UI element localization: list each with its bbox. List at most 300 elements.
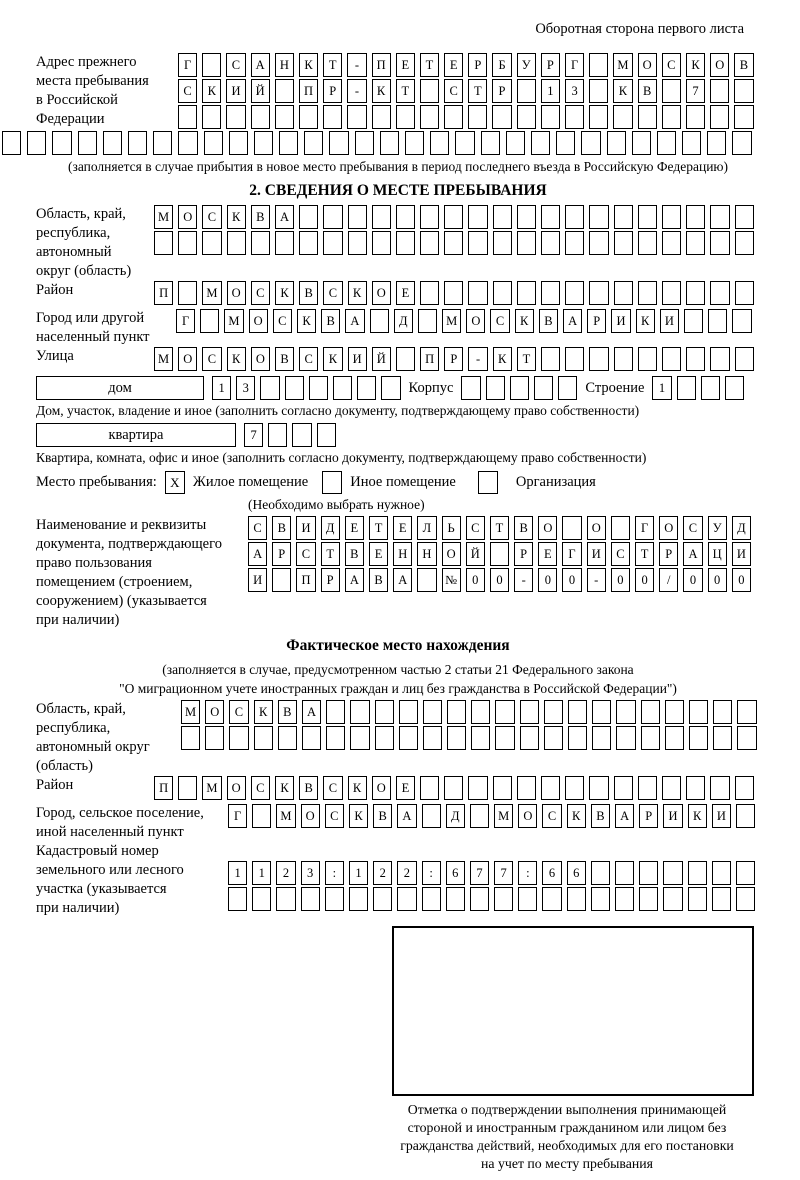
char-box[interactable] <box>735 205 754 229</box>
char-box[interactable] <box>468 281 487 305</box>
char-box[interactable] <box>638 231 657 255</box>
char-box[interactable]: - <box>347 53 366 77</box>
char-box[interactable]: О <box>178 205 197 229</box>
char-box[interactable] <box>468 776 487 800</box>
char-box[interactable] <box>710 776 729 800</box>
char-box[interactable] <box>447 726 466 750</box>
char-box[interactable] <box>418 309 437 333</box>
char-box[interactable] <box>614 281 633 305</box>
char-box[interactable]: Г <box>562 542 581 566</box>
char-box[interactable]: О <box>466 309 485 333</box>
char-box[interactable] <box>52 131 71 155</box>
char-box[interactable] <box>736 887 755 911</box>
char-box[interactable]: К <box>348 776 367 800</box>
char-box[interactable]: 3 <box>301 861 320 885</box>
char-box[interactable]: 1 <box>212 376 231 400</box>
char-box[interactable]: О <box>251 347 270 371</box>
char-box[interactable]: № <box>442 568 461 592</box>
organization-checkbox[interactable] <box>478 471 498 494</box>
char-box[interactable] <box>607 131 626 155</box>
char-box[interactable]: Т <box>517 347 536 371</box>
char-box[interactable] <box>506 131 525 155</box>
char-box[interactable] <box>662 776 681 800</box>
char-box[interactable] <box>304 131 323 155</box>
char-box[interactable] <box>396 347 415 371</box>
char-box[interactable]: К <box>275 281 294 305</box>
char-box[interactable] <box>684 309 703 333</box>
char-box[interactable]: И <box>248 568 267 592</box>
char-box[interactable]: М <box>154 347 173 371</box>
char-box[interactable] <box>326 726 345 750</box>
char-box[interactable]: В <box>373 804 392 828</box>
char-box[interactable]: А <box>615 804 634 828</box>
char-box[interactable] <box>372 105 391 129</box>
char-box[interactable]: М <box>202 281 221 305</box>
char-box[interactable] <box>710 231 729 255</box>
char-box[interactable]: Й <box>466 542 485 566</box>
char-box[interactable]: Р <box>659 542 678 566</box>
char-box[interactable]: Р <box>639 804 658 828</box>
char-box[interactable]: П <box>420 347 439 371</box>
char-box[interactable] <box>541 231 560 255</box>
char-box[interactable] <box>229 726 248 750</box>
char-box[interactable] <box>616 726 635 750</box>
char-box[interactable]: 2 <box>276 861 295 885</box>
char-box[interactable] <box>471 700 490 724</box>
char-box[interactable]: 1 <box>652 376 671 400</box>
char-box[interactable] <box>544 700 563 724</box>
char-box[interactable] <box>565 231 584 255</box>
char-box[interactable]: С <box>229 700 248 724</box>
char-box[interactable] <box>686 205 705 229</box>
char-box[interactable]: К <box>227 347 246 371</box>
char-box[interactable]: К <box>686 53 705 77</box>
char-box[interactable] <box>420 105 439 129</box>
char-box[interactable] <box>299 231 318 255</box>
char-box[interactable]: Й <box>372 347 391 371</box>
char-box[interactable]: К <box>348 281 367 305</box>
char-box[interactable] <box>278 726 297 750</box>
char-box[interactable]: В <box>514 516 533 540</box>
char-box[interactable] <box>372 205 391 229</box>
char-box[interactable] <box>493 231 512 255</box>
char-box[interactable] <box>202 105 221 129</box>
char-box[interactable]: А <box>248 542 267 566</box>
char-box[interactable]: Р <box>492 79 511 103</box>
char-box[interactable] <box>589 53 608 77</box>
char-box[interactable]: 1 <box>349 861 368 885</box>
char-box[interactable]: 0 <box>683 568 702 592</box>
char-box[interactable]: Е <box>538 542 557 566</box>
char-box[interactable] <box>517 776 536 800</box>
char-box[interactable] <box>662 281 681 305</box>
char-box[interactable]: Г <box>565 53 584 77</box>
char-box[interactable] <box>542 887 561 911</box>
char-box[interactable]: С <box>296 542 315 566</box>
char-box[interactable] <box>375 726 394 750</box>
char-box[interactable] <box>348 231 367 255</box>
char-box[interactable] <box>493 281 512 305</box>
char-box[interactable]: А <box>563 309 582 333</box>
char-box[interactable]: 0 <box>635 568 654 592</box>
char-box[interactable]: Н <box>275 53 294 77</box>
char-box[interactable]: Р <box>541 53 560 77</box>
char-box[interactable]: П <box>154 281 173 305</box>
char-box[interactable] <box>302 726 321 750</box>
char-box[interactable]: 3 <box>236 376 255 400</box>
char-box[interactable]: 2 <box>373 861 392 885</box>
char-box[interactable] <box>686 347 705 371</box>
char-box[interactable]: В <box>299 776 318 800</box>
char-box[interactable] <box>153 131 172 155</box>
char-box[interactable] <box>202 231 221 255</box>
char-box[interactable] <box>444 105 463 129</box>
char-box[interactable]: С <box>611 542 630 566</box>
char-box[interactable]: В <box>275 347 294 371</box>
char-box[interactable]: К <box>349 804 368 828</box>
char-box[interactable]: С <box>325 804 344 828</box>
char-box[interactable] <box>355 131 374 155</box>
char-box[interactable] <box>638 105 657 129</box>
char-box[interactable]: М <box>154 205 173 229</box>
char-box[interactable]: К <box>275 776 294 800</box>
char-box[interactable] <box>534 376 553 400</box>
house-type-box[interactable]: дом <box>36 376 204 400</box>
char-box[interactable]: С <box>299 347 318 371</box>
char-box[interactable]: Р <box>444 347 463 371</box>
char-box[interactable] <box>638 205 657 229</box>
char-box[interactable]: 0 <box>538 568 557 592</box>
char-box[interactable]: Т <box>490 516 509 540</box>
char-box[interactable] <box>490 542 509 566</box>
char-box[interactable] <box>556 131 575 155</box>
char-box[interactable] <box>461 376 480 400</box>
char-box[interactable]: А <box>345 309 364 333</box>
char-box[interactable] <box>372 231 391 255</box>
char-box[interactable]: В <box>369 568 388 592</box>
char-box[interactable]: Е <box>396 53 415 77</box>
char-box[interactable] <box>481 131 500 155</box>
char-box[interactable] <box>468 231 487 255</box>
char-box[interactable] <box>309 376 328 400</box>
char-box[interactable] <box>662 205 681 229</box>
char-box[interactable]: Р <box>272 542 291 566</box>
char-box[interactable] <box>226 105 245 129</box>
char-box[interactable]: О <box>178 347 197 371</box>
char-box[interactable]: С <box>178 79 197 103</box>
char-box[interactable] <box>333 376 352 400</box>
char-box[interactable] <box>568 726 587 750</box>
char-box[interactable]: : <box>422 861 441 885</box>
char-box[interactable] <box>423 700 442 724</box>
char-box[interactable] <box>517 281 536 305</box>
char-box[interactable] <box>178 105 197 129</box>
char-box[interactable] <box>686 776 705 800</box>
char-box[interactable]: С <box>202 205 221 229</box>
char-box[interactable] <box>275 231 294 255</box>
char-box[interactable] <box>417 568 436 592</box>
char-box[interactable] <box>639 861 658 885</box>
char-box[interactable]: О <box>538 516 557 540</box>
char-box[interactable] <box>423 726 442 750</box>
char-box[interactable] <box>405 131 424 155</box>
char-box[interactable] <box>381 376 400 400</box>
char-box[interactable]: И <box>712 804 731 828</box>
char-box[interactable] <box>581 131 600 155</box>
char-box[interactable]: А <box>393 568 412 592</box>
char-box[interactable]: С <box>251 776 270 800</box>
char-box[interactable]: А <box>251 53 270 77</box>
char-box[interactable] <box>735 347 754 371</box>
char-box[interactable]: Е <box>369 542 388 566</box>
char-box[interactable]: П <box>296 568 315 592</box>
char-box[interactable] <box>329 131 348 155</box>
char-box[interactable]: Н <box>393 542 412 566</box>
char-box[interactable] <box>517 205 536 229</box>
char-box[interactable]: К <box>567 804 586 828</box>
char-box[interactable] <box>323 231 342 255</box>
char-box[interactable]: С <box>466 516 485 540</box>
char-box[interactable]: С <box>323 281 342 305</box>
char-box[interactable]: Д <box>446 804 465 828</box>
char-box[interactable]: 7 <box>470 861 489 885</box>
char-box[interactable]: Е <box>393 516 412 540</box>
char-box[interactable] <box>205 726 224 750</box>
char-box[interactable]: К <box>372 79 391 103</box>
char-box[interactable] <box>541 281 560 305</box>
char-box[interactable] <box>589 281 608 305</box>
char-box[interactable] <box>397 887 416 911</box>
char-box[interactable]: Е <box>444 53 463 77</box>
char-box[interactable]: П <box>299 79 318 103</box>
char-box[interactable] <box>712 861 731 885</box>
char-box[interactable] <box>710 79 729 103</box>
char-box[interactable]: Р <box>321 568 340 592</box>
char-box[interactable]: / <box>659 568 678 592</box>
char-box[interactable]: К <box>254 700 273 724</box>
char-box[interactable] <box>200 309 219 333</box>
char-box[interactable]: Ь <box>442 516 461 540</box>
char-box[interactable]: 7 <box>244 423 263 447</box>
char-box[interactable] <box>638 776 657 800</box>
char-box[interactable] <box>444 776 463 800</box>
char-box[interactable]: А <box>302 700 321 724</box>
char-box[interactable]: Т <box>396 79 415 103</box>
char-box[interactable] <box>301 887 320 911</box>
char-box[interactable] <box>399 700 418 724</box>
char-box[interactable]: М <box>224 309 243 333</box>
char-box[interactable] <box>638 281 657 305</box>
char-box[interactable] <box>662 79 681 103</box>
char-box[interactable] <box>688 861 707 885</box>
char-box[interactable] <box>713 700 732 724</box>
char-box[interactable]: С <box>662 53 681 77</box>
char-box[interactable] <box>614 231 633 255</box>
char-box[interactable] <box>565 205 584 229</box>
char-box[interactable] <box>638 347 657 371</box>
char-box[interactable] <box>735 281 754 305</box>
char-box[interactable] <box>430 131 449 155</box>
char-box[interactable]: В <box>591 804 610 828</box>
char-box[interactable]: И <box>611 309 630 333</box>
char-box[interactable] <box>396 105 415 129</box>
char-box[interactable] <box>591 887 610 911</box>
char-box[interactable] <box>677 376 696 400</box>
char-box[interactable] <box>399 726 418 750</box>
char-box[interactable] <box>348 205 367 229</box>
char-box[interactable]: А <box>345 568 364 592</box>
char-box[interactable]: С <box>226 53 245 77</box>
char-box[interactable] <box>562 516 581 540</box>
char-box[interactable]: М <box>276 804 295 828</box>
char-box[interactable] <box>292 423 311 447</box>
char-box[interactable] <box>486 376 505 400</box>
char-box[interactable]: Д <box>732 516 751 540</box>
char-box[interactable] <box>396 205 415 229</box>
char-box[interactable] <box>492 105 511 129</box>
char-box[interactable]: О <box>518 804 537 828</box>
char-box[interactable]: Г <box>178 53 197 77</box>
char-box[interactable] <box>613 105 632 129</box>
char-box[interactable] <box>204 131 223 155</box>
char-box[interactable] <box>396 231 415 255</box>
char-box[interactable]: 0 <box>732 568 751 592</box>
char-box[interactable]: Г <box>176 309 195 333</box>
char-box[interactable] <box>710 205 729 229</box>
char-box[interactable]: 2 <box>397 861 416 885</box>
char-box[interactable]: Т <box>323 53 342 77</box>
char-box[interactable]: М <box>613 53 632 77</box>
other-premises-checkbox[interactable] <box>322 471 342 494</box>
char-box[interactable]: Т <box>420 53 439 77</box>
char-box[interactable]: У <box>517 53 536 77</box>
char-box[interactable] <box>470 887 489 911</box>
char-box[interactable] <box>178 776 197 800</box>
char-box[interactable] <box>589 79 608 103</box>
char-box[interactable] <box>444 205 463 229</box>
char-box[interactable]: С <box>542 804 561 828</box>
char-box[interactable]: О <box>587 516 606 540</box>
char-box[interactable] <box>178 281 197 305</box>
char-box[interactable] <box>732 131 751 155</box>
char-box[interactable]: Л <box>417 516 436 540</box>
char-box[interactable] <box>565 776 584 800</box>
char-box[interactable]: О <box>659 516 678 540</box>
char-box[interactable] <box>641 700 660 724</box>
char-box[interactable]: У <box>708 516 727 540</box>
char-box[interactable]: К <box>636 309 655 333</box>
char-box[interactable] <box>568 700 587 724</box>
char-box[interactable] <box>737 700 756 724</box>
char-box[interactable]: С <box>273 309 292 333</box>
char-box[interactable] <box>710 347 729 371</box>
char-box[interactable]: В <box>272 516 291 540</box>
char-box[interactable] <box>611 516 630 540</box>
char-box[interactable]: Н <box>417 542 436 566</box>
char-box[interactable] <box>468 105 487 129</box>
char-box[interactable] <box>455 131 474 155</box>
char-box[interactable] <box>734 79 753 103</box>
char-box[interactable]: В <box>299 281 318 305</box>
char-box[interactable] <box>541 776 560 800</box>
char-box[interactable] <box>493 776 512 800</box>
char-box[interactable]: Е <box>396 281 415 305</box>
char-box[interactable] <box>227 231 246 255</box>
char-box[interactable]: С <box>251 281 270 305</box>
char-box[interactable] <box>736 861 755 885</box>
char-box[interactable] <box>444 231 463 255</box>
char-box[interactable]: О <box>301 804 320 828</box>
char-box[interactable] <box>128 131 147 155</box>
char-box[interactable]: 7 <box>686 79 705 103</box>
char-box[interactable] <box>323 105 342 129</box>
char-box[interactable] <box>710 281 729 305</box>
char-box[interactable] <box>254 726 273 750</box>
char-box[interactable] <box>520 726 539 750</box>
char-box[interactable] <box>370 309 389 333</box>
char-box[interactable] <box>468 205 487 229</box>
char-box[interactable] <box>589 231 608 255</box>
char-box[interactable] <box>446 887 465 911</box>
char-box[interactable] <box>662 347 681 371</box>
char-box[interactable] <box>737 726 756 750</box>
char-box[interactable]: 1 <box>228 861 247 885</box>
char-box[interactable]: Р <box>587 309 606 333</box>
char-box[interactable] <box>444 281 463 305</box>
char-box[interactable]: В <box>251 205 270 229</box>
char-box[interactable] <box>614 347 633 371</box>
char-box[interactable]: А <box>397 804 416 828</box>
char-box[interactable] <box>27 131 46 155</box>
char-box[interactable]: И <box>348 347 367 371</box>
char-box[interactable] <box>275 79 294 103</box>
char-box[interactable] <box>662 105 681 129</box>
char-box[interactable] <box>589 776 608 800</box>
char-box[interactable] <box>735 231 754 255</box>
char-box[interactable]: 1 <box>252 861 271 885</box>
char-box[interactable] <box>202 53 221 77</box>
char-box[interactable] <box>565 105 584 129</box>
char-box[interactable] <box>665 726 684 750</box>
char-box[interactable]: К <box>613 79 632 103</box>
char-box[interactable] <box>663 861 682 885</box>
char-box[interactable]: 3 <box>565 79 584 103</box>
char-box[interactable] <box>541 105 560 129</box>
char-box[interactable]: Е <box>396 776 415 800</box>
char-box[interactable]: - <box>347 79 366 103</box>
char-box[interactable] <box>589 105 608 129</box>
char-box[interactable] <box>510 376 529 400</box>
char-box[interactable] <box>665 700 684 724</box>
char-box[interactable]: К <box>515 309 534 333</box>
char-box[interactable] <box>347 105 366 129</box>
char-box[interactable] <box>493 205 512 229</box>
char-box[interactable] <box>686 231 705 255</box>
char-box[interactable]: Д <box>394 309 413 333</box>
char-box[interactable]: С <box>248 516 267 540</box>
char-box[interactable]: Б <box>492 53 511 77</box>
char-box[interactable]: О <box>227 776 246 800</box>
char-box[interactable] <box>662 231 681 255</box>
char-box[interactable] <box>447 700 466 724</box>
char-box[interactable]: 1 <box>541 79 560 103</box>
char-box[interactable] <box>272 568 291 592</box>
char-box[interactable]: В <box>321 309 340 333</box>
char-box[interactable] <box>520 700 539 724</box>
char-box[interactable]: К <box>493 347 512 371</box>
char-box[interactable] <box>380 131 399 155</box>
char-box[interactable]: М <box>442 309 461 333</box>
